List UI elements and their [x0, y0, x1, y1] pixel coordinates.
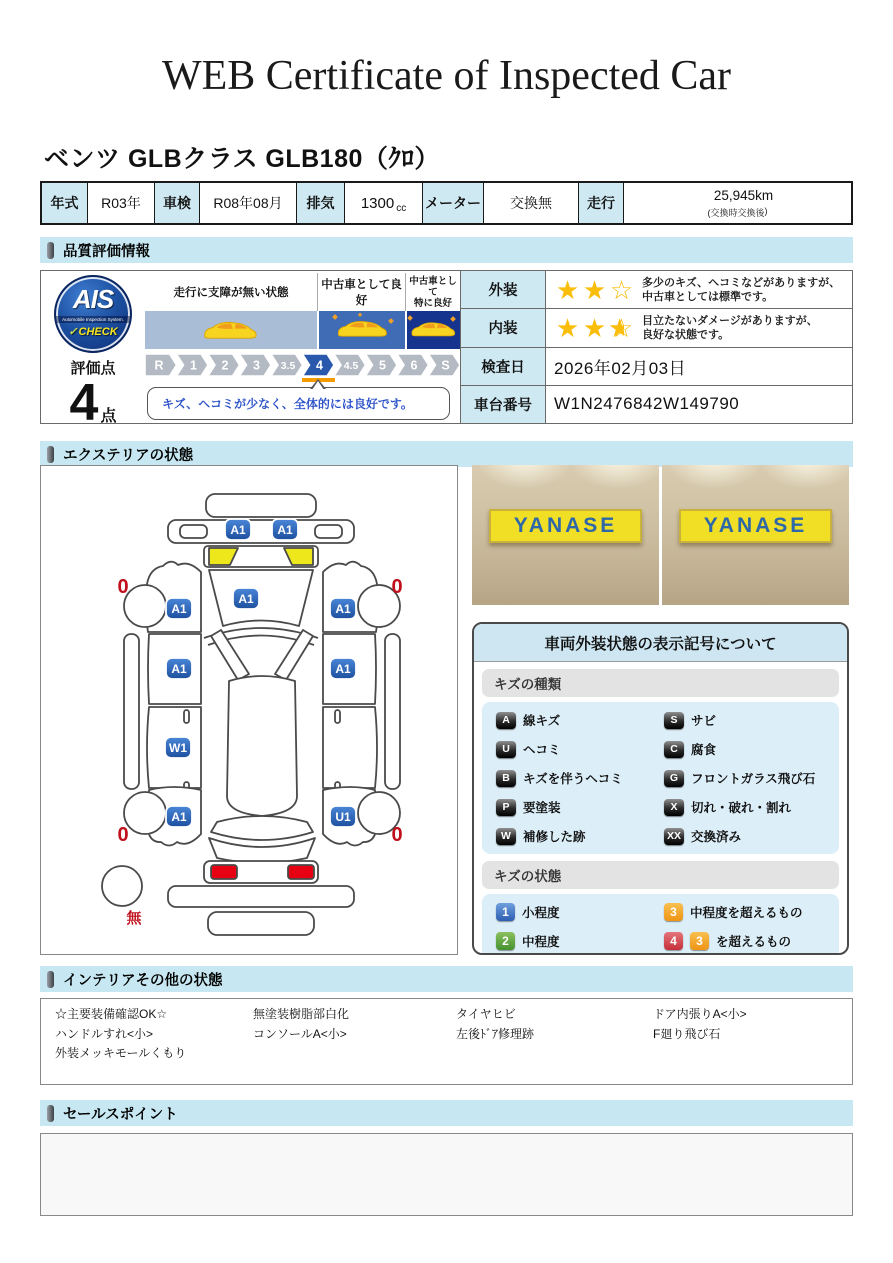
damage-marker	[272, 519, 298, 540]
section-header-exterior	[40, 441, 853, 467]
legend-title: 車両外装状態の表示記号について	[474, 624, 847, 662]
tread-value: 0	[117, 576, 129, 598]
interior-item: ドア内張りA<小>	[653, 1007, 747, 1021]
ais-logo-subtext: Automobile Inspection System.	[56, 316, 130, 323]
spec-displacement-value	[344, 183, 422, 223]
ais-logo-text: AIS	[72, 284, 114, 314]
star-icon	[608, 315, 635, 341]
vehicle-name: ベンツ GLBクラス GLB180（ｸﾛ）	[44, 145, 440, 173]
spec-mileage-value	[623, 183, 851, 223]
spare-tire-label: 無	[126, 910, 142, 927]
damage-marker	[330, 806, 356, 827]
svg-text:4.5: 4.5	[343, 360, 359, 372]
star-icon	[554, 277, 581, 303]
damage-marker	[330, 658, 356, 679]
damage-marker	[166, 658, 192, 679]
ais-logo	[54, 275, 132, 353]
interior-column	[253, 1005, 349, 1044]
damage-marker	[166, 598, 192, 619]
zone-label-1: 走行に支障が無い状態	[173, 287, 289, 299]
svg-text:A1: A1	[171, 602, 187, 616]
svg-text:3.5: 3.5	[280, 360, 296, 372]
lamp-left	[211, 865, 237, 879]
legend-kinds-grid	[482, 702, 839, 854]
damage-code-icon: G	[664, 770, 684, 787]
legend-item: G フロントガラス飛び石	[664, 769, 825, 787]
interior-item: ☆主要装備確認OK☆	[55, 1007, 168, 1021]
spec-table	[40, 181, 853, 225]
score-value	[41, 374, 145, 432]
mileage-note-at-exchange: (交換時	[707, 208, 738, 218]
exterior-rating-row	[461, 271, 852, 308]
section-header-sales	[40, 1100, 853, 1126]
legend-item: A 線キズ	[496, 711, 664, 729]
damage-code-icon: A	[496, 712, 516, 729]
severity-4-icon: 4	[664, 932, 683, 950]
grade-chevron-scale	[145, 353, 460, 377]
svg-text:W1: W1	[169, 741, 187, 755]
svg-text:6: 6	[410, 358, 418, 373]
score-number: 4	[69, 374, 99, 432]
legend-item: 1 小程度	[496, 903, 664, 921]
svg-text:A1: A1	[335, 662, 351, 676]
interior-column	[653, 1005, 747, 1044]
legend-item: 3 中程度を超えるもの	[664, 903, 825, 921]
svg-text:A1: A1	[230, 523, 246, 537]
lamp-right	[288, 865, 314, 879]
interior-item: 左後ﾄﾞｱ修理跡	[456, 1026, 535, 1041]
legend-item: C 腐食	[664, 740, 825, 758]
inspection-date-value: 2026年02月03日	[554, 358, 687, 378]
interior-rating-label: 内装	[461, 309, 546, 346]
section-header-quality	[40, 237, 853, 263]
legend-item: S サビ	[664, 711, 825, 729]
interior-star-rating	[554, 315, 635, 341]
car-damage-diagram	[40, 465, 458, 955]
interior-rating-row	[461, 308, 852, 346]
interior-column	[55, 1005, 186, 1064]
svg-text:5: 5	[379, 358, 386, 373]
interior-item: F廻り飛び石	[653, 1026, 721, 1041]
severity-1-icon: 1	[496, 903, 515, 921]
severity-3-icon: 3	[690, 932, 709, 950]
svg-text:A1: A1	[238, 592, 254, 606]
mileage-note	[707, 206, 767, 219]
interior-column	[456, 1005, 534, 1044]
section-title: 品質評価情報	[63, 243, 150, 260]
damage-code-icon: P	[496, 799, 516, 816]
spec-meter-value: 交換無	[483, 183, 578, 223]
dealer-sign: YANASE	[679, 509, 832, 543]
spec-mileage-label: 走行	[578, 183, 623, 223]
legend-item: 2 中程度	[496, 932, 664, 950]
inspection-date-row	[461, 347, 852, 385]
ais-check-badge	[56, 325, 130, 338]
dealer-sign: YANASE	[489, 509, 642, 543]
legend-kinds-title: キズの種類	[482, 669, 839, 697]
severity-3-icon: 3	[664, 903, 683, 921]
ais-check-text: CHECK	[78, 326, 118, 338]
damage-code-icon: C	[664, 741, 684, 758]
spare-tire	[102, 866, 142, 906]
svg-text:3: 3	[253, 358, 260, 373]
damage-code-icon: S	[664, 712, 684, 729]
damage-code-icon: W	[496, 828, 516, 845]
legend-item: U ヘコミ	[496, 740, 664, 758]
spec-year-label: 年式	[42, 183, 87, 223]
quality-box	[40, 270, 853, 432]
severity-2-icon: 2	[496, 932, 515, 950]
displacement-unit: cc	[396, 202, 407, 214]
svg-text:A1: A1	[171, 810, 187, 824]
tread-value: 0	[117, 824, 129, 846]
star-icon	[581, 315, 608, 341]
score-unit: 点	[100, 407, 117, 425]
legend-item: XX 交換済み	[664, 827, 825, 845]
exterior-photo-2	[662, 465, 849, 605]
svg-text:4: 4	[316, 358, 323, 373]
star-icon	[608, 277, 635, 303]
legend-states-grid	[482, 894, 839, 955]
damage-code-icon: XX	[664, 828, 684, 845]
section-tick-icon	[47, 1105, 54, 1122]
chassis-number-row	[461, 385, 852, 423]
spec-year-value: R03年	[87, 183, 154, 223]
exterior-rating-label: 外装	[461, 271, 546, 308]
legend-item: 4 3 を超えるもの	[664, 932, 825, 950]
svg-text:R: R	[154, 358, 164, 373]
star-icon	[554, 315, 581, 341]
svg-text:A1: A1	[335, 602, 351, 616]
quality-info-table	[460, 271, 852, 423]
svg-text:A1: A1	[277, 523, 293, 537]
star-icon	[581, 277, 608, 303]
grade-scale	[145, 271, 460, 423]
damage-code-icon: X	[664, 799, 684, 816]
interior-condition-box	[40, 998, 853, 1085]
damage-marker	[165, 737, 191, 758]
section-title: セールスポイント	[63, 1106, 178, 1123]
grade-zone-band	[145, 311, 460, 349]
grade-comment: キズ、ヘコミが少なく、全体的には良好です。	[147, 387, 450, 420]
svg-text:1: 1	[190, 358, 197, 373]
legend-item: B キズを伴うヘコミ	[496, 769, 664, 787]
interior-item: タイヤヒビ	[456, 1007, 516, 1021]
spec-displacement-label: 排気	[296, 183, 344, 223]
mileage-number: 25,945km	[713, 188, 774, 203]
exterior-photo-1	[472, 465, 659, 605]
spec-meter-label: メーター	[422, 183, 483, 223]
section-tick-icon	[47, 971, 54, 988]
spec-shaken-label: 車検	[154, 183, 199, 223]
check-icon: ✓	[68, 326, 78, 338]
section-title: エクステリアの状態	[63, 447, 194, 464]
zone-label-3: 中古車として 特に良好	[405, 273, 460, 311]
damage-legend	[472, 622, 849, 955]
svg-text:S: S	[441, 358, 450, 373]
inspection-date-label: 検査日	[461, 348, 546, 385]
section-title: インテリアその他の状態	[63, 972, 223, 989]
zone-label-2: 中古車として良好	[317, 273, 405, 311]
exterior-star-rating	[554, 277, 635, 303]
ais-panel	[41, 271, 145, 432]
svg-text:A1: A1	[171, 662, 187, 676]
exterior-photos	[472, 465, 849, 605]
car-diagram-svg	[41, 466, 457, 954]
damage-marker	[225, 519, 251, 540]
svg-text:2: 2	[221, 358, 229, 373]
exterior-rating-desc: 多少のキズ、ヘコミなどがありますが、 中古車としては標準です。	[642, 276, 841, 303]
score-label: 評価点	[70, 360, 116, 377]
section-header-interior	[40, 966, 853, 992]
interior-item: 無塗装樹脂部白化	[253, 1007, 350, 1021]
legend-states-title: キズの状態	[482, 861, 839, 889]
section-tick-icon	[47, 242, 54, 259]
legend-item: P 要塗装	[496, 798, 664, 816]
damage-code-icon: U	[496, 741, 516, 758]
displacement-number: 1300	[360, 194, 395, 212]
mileage-note-close: )	[764, 206, 768, 216]
chassis-number-label: 車台番号	[461, 386, 546, 423]
section-tick-icon	[47, 446, 54, 463]
interior-item: ハンドルすれ<小>	[55, 1026, 154, 1041]
tread-value: 0	[391, 576, 403, 598]
mileage-note-after-exchange: 交換後	[737, 208, 765, 218]
sales-point-box	[40, 1133, 853, 1216]
damage-marker	[233, 588, 259, 609]
interior-item: 外装メッキモールくもり	[55, 1046, 187, 1060]
interior-item: コンソールA<小>	[253, 1026, 347, 1041]
legend-item: X 切れ・破れ・割れ	[664, 798, 825, 816]
page-title: WEB Certificate of Inspected Car	[161, 53, 732, 99]
chassis-number-value: W1N2476842W149790	[554, 394, 740, 414]
damage-marker	[330, 598, 356, 619]
damage-marker	[166, 806, 192, 827]
interior-rating-desc: 目立たないダメージがありますが、 良好な状態です。	[642, 314, 818, 341]
legend-item: W 補修した跡	[496, 827, 664, 845]
spec-shaken-value: R08年08月	[199, 183, 296, 223]
damage-code-icon: B	[496, 770, 516, 787]
svg-text:U1: U1	[335, 810, 351, 824]
tread-value: 0	[391, 824, 403, 846]
